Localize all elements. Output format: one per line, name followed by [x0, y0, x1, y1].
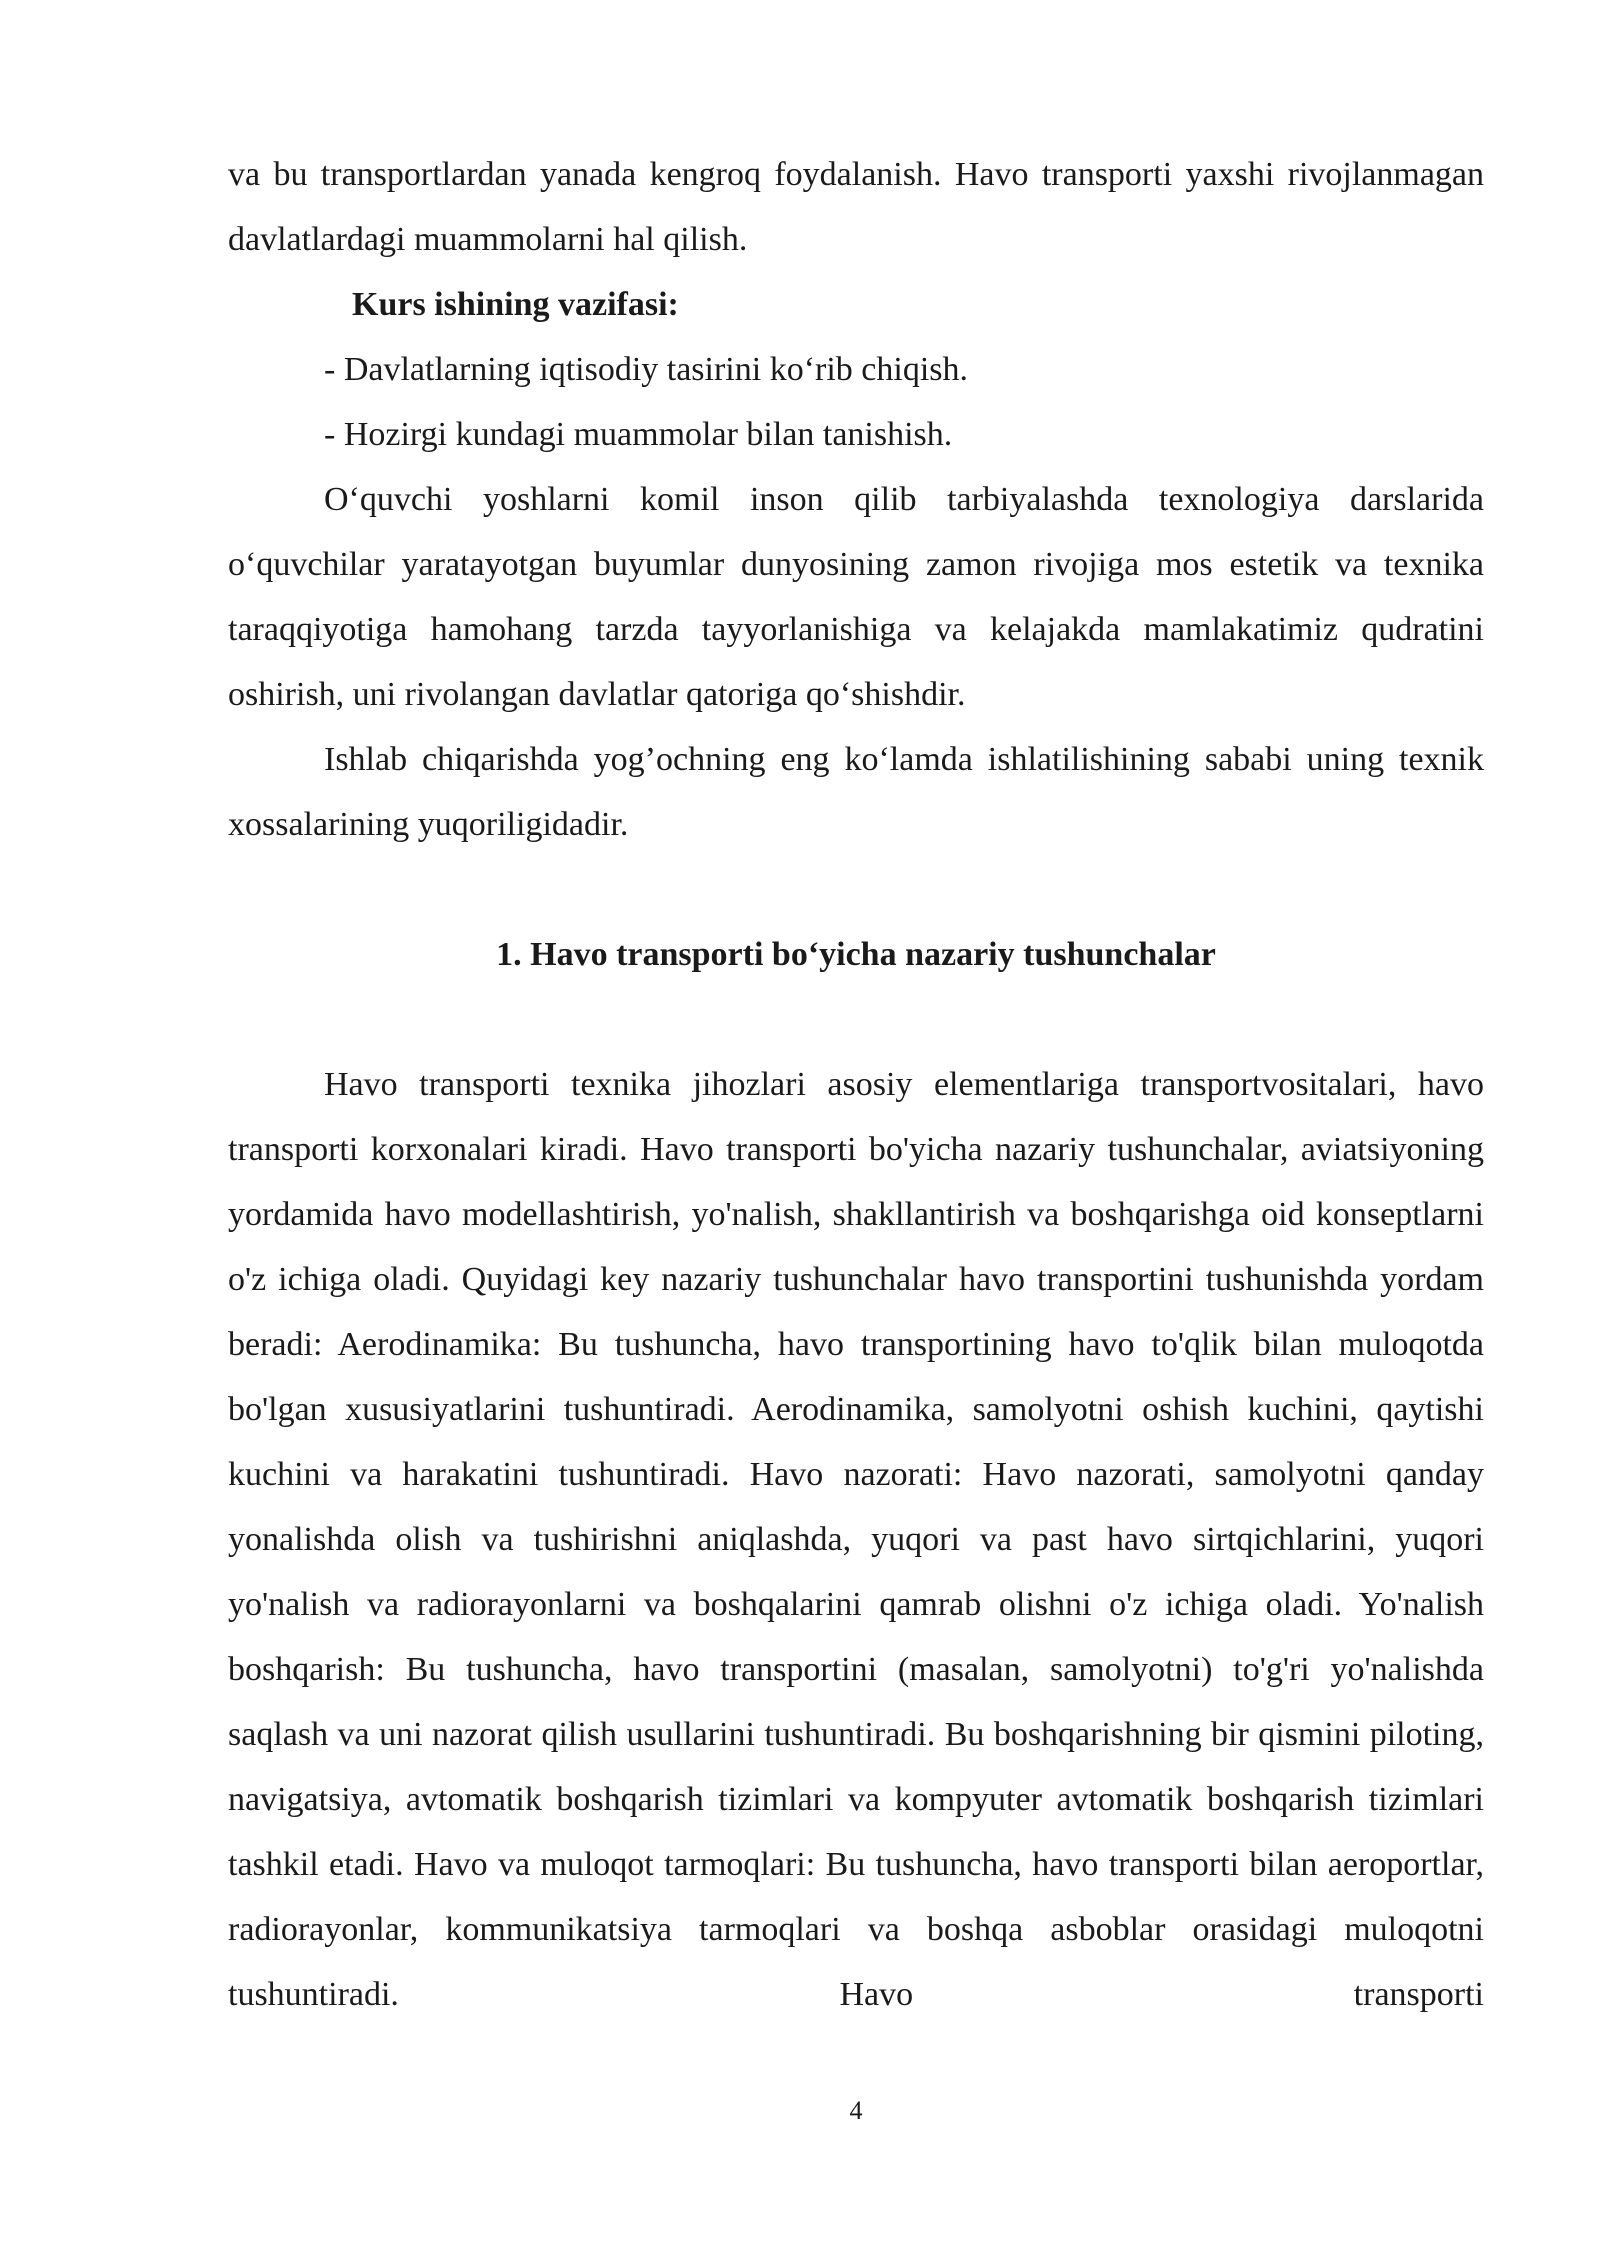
page-number: 4 — [849, 2096, 863, 2125]
task-item: - Davlatlarning iqtisodiy tasirini ko‘rib chiqish. — [324, 351, 969, 388]
task-item: - Hozirgi kundagi muammolar bilan tanishish. — [324, 416, 953, 453]
section-title: 1. Havo transporti bo‘yicha nazariy tushunchalar — [496, 936, 1216, 973]
paragraph: Ishlab chiqarishda yog’ochning eng ko‘lamda ishlatilishining sababi uning texnik xossalarining yuqoriligidadir. — [228, 741, 1484, 843]
paragraph: O‘quvchi yoshlarni komil inson qilib tarbiyalashda texnologiya darslarida o‘quvchilar yaratayotgan buyumlar dunyosining zamon rivojiga mos estetik va texnika taraqqiyotiga hamohang tarzda tayyorlanishiga va kelajakda mamlakatimiz qudratini oshirish, uni rivolangan davlatlar qatoriga qo‘shishdir. — [228, 481, 1484, 713]
intro-paragraph: va bu transportlardan yanada kengroq foydalanish. Havo transporti yaxshi rivojlanmagan davlatlardagi muammolarni hal qilish. — [228, 156, 1484, 258]
tasks-heading: Kurs ishining vazifasi: — [352, 286, 679, 323]
body-text — [228, 142, 1484, 2027]
paragraph: Havo transporti texnika jihozlari asosiy elementlariga transportvositalari, havo transporti korxonalari kiradi. Havo transporti bo'yicha nazariy tushunchalar, aviatsiyoning yordamida havo modellashtirish, yo'nalish, shakllantirish va boshqarishga oid konseptlarni o'z ichiga oladi. Quyidagi key nazariy tushunchalar havo transportini tushunishda yordam beradi: Aerodinamika: Bu tushuncha, havo transportining havo to'qlik bilan muloqotda bo'lgan xususiyatlarini tushuntiradi. Aerodinamika, samolyotni oshish kuchini, qaytishi kuchini va harakatini tushuntiradi. Havo nazorati: Havo nazorati, samolyotni qanday yonalishda olish va tushirishni aniqlashda, yuqori va past havo sirtqichlarini, yuqori yo'nalish va radiorayonlarni va boshqalarini qamrab olishni o'z ichiga oladi. Yo'nalish boshqarish: Bu tushuncha, havo transportini (masalan, samolyotni) to'g'ri yo'nalishda saqlash va uni nazorat qilish usullarini tushuntiradi. Bu boshqarishning bir qismini piloting, navigatsiya, avtomatik boshqarish tizimlari va kompyuter avtomatik boshqarish tizimlari tashkil etadi. Havo va muloqot tarmoqlari: Bu tushuncha, havo transporti bilan aeroportlar, radiorayonlar, kommunikatsiya tarmoqlari va boshqa asboblar orasidagi muloqotni tushuntiradi. Havo transporti — [228, 1066, 1484, 2013]
